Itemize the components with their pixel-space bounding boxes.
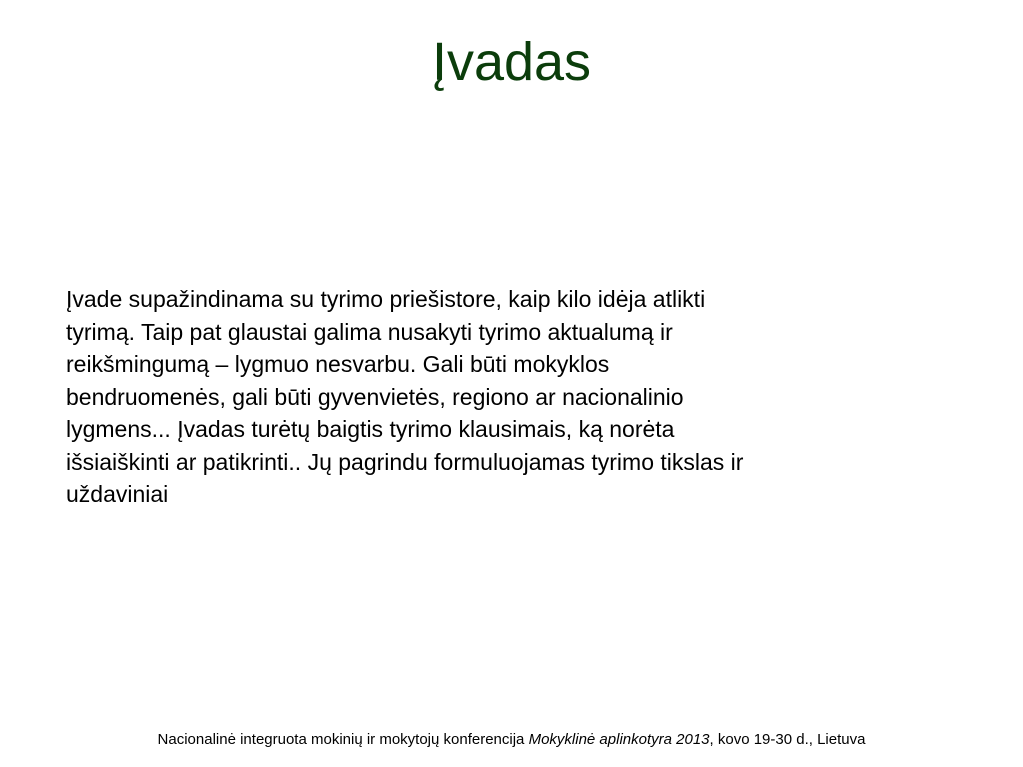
footer-suffix: , kovo 19-30 d., Lietuva xyxy=(709,731,866,748)
body-line: bendruomenės, gali būti gyvenvietės, regiono ar nacionalinio xyxy=(66,383,684,410)
footer xyxy=(0,730,1023,750)
body-line: reikšmingumą – lygmuo nesvarbu. Gali būti mokyklos xyxy=(66,351,610,377)
footer-event-name: Mokyklinė aplinkotyra 2013 xyxy=(528,731,710,748)
body-line: Įvade supažindinama su tyrimo priešistore, kaip kilo idėja atlikti xyxy=(66,286,706,312)
body-line: lygmens... Įvadas turėtų baigtis tyrimo klausimais, ką norėta xyxy=(66,416,675,442)
body-line: uždaviniai xyxy=(66,481,169,507)
footer-prefix: Nacionalinė integruota mokinių ir mokytojų konferencija xyxy=(157,731,529,748)
slide-title: Įvadas xyxy=(431,32,592,92)
body-paragraph xyxy=(66,283,946,511)
body-line: išsiaiškinti ar patikrinti.. Jų pagrindu formuluojamas tyrimo tikslas ir xyxy=(66,448,744,475)
body-line: tyrimą. Taip pat glaustai galima nusakyti tyrimo aktualumą ir xyxy=(66,318,673,345)
